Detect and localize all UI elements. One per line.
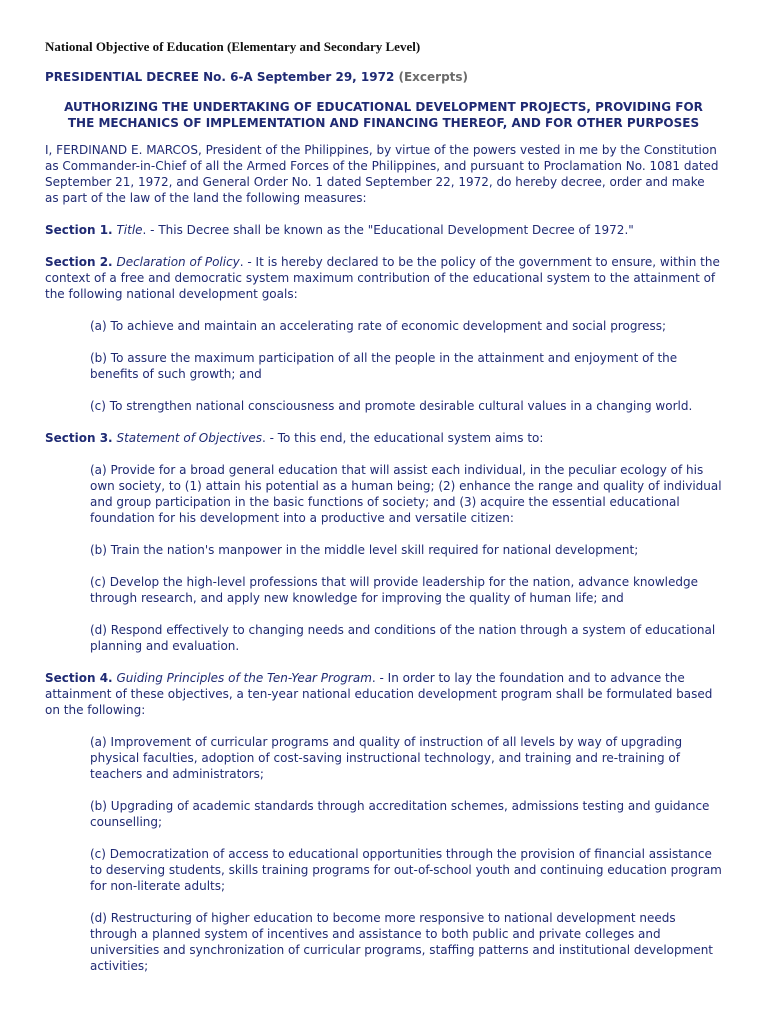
section-label: Section 1.	[45, 223, 113, 237]
section-title: Declaration of Policy	[116, 255, 240, 269]
section-label: Section 4.	[45, 671, 113, 685]
section-text: . - This Decree shall be known as the "Educational Development Decree of 1972."	[142, 223, 634, 237]
section-item: (c) To strengthen national consciousness and promote desirable cultural values in a changing world.	[90, 399, 693, 413]
section-text: . - It is hereby declared to be the policy of the government to ensure, within the context of a free and democratic system maximum contribution of the educational system to the attainment of the following national development goals:	[45, 255, 720, 301]
section-item: (d) Respond effectively to changing needs and conditions of the nation through a system of educational planning and evaluation.	[90, 623, 716, 653]
section-text: . - In order to lay the foundation and to advance the attainment of these objectives, a ten-year national education development program shall be formulated based on the following:	[45, 671, 713, 717]
section-3	[45, 430, 722, 446]
preamble: I, FERDINAND E. MARCOS, President of the Philippines, by virtue of the powers vested in me by the Constitution as Commander-in-Chief of all the Armed Forces of the Philippines, and pursuant to Proclamation No. 1081 dated September 21, 1972, and General Order No. 1 dated September 22, 1972, do hereby decree, order and make as part of the law of the land the following measures:	[45, 143, 719, 205]
excerpt-note: (Excerpts)	[398, 70, 469, 84]
section-item: (b) To assure the maximum participation of all the people in the attainment and enjoyment of the benefits of such growth; and	[90, 351, 678, 381]
section-1	[45, 222, 722, 238]
sections-container	[45, 222, 722, 974]
document-title: National Objective of Education (Elementary and Secondary Level)	[45, 39, 421, 54]
section-item: (a) To achieve and maintain an accelerating rate of economic development and social progress;	[90, 319, 667, 333]
section-item: (b) Train the nation's manpower in the middle level skill required for national development;	[90, 543, 639, 557]
section-item: (b) Upgrading of academic standards through accreditation schemes, admissions testing and guidance counselling;	[90, 799, 710, 829]
section-title: Guiding Principles of the Ten-Year Program	[116, 671, 372, 685]
section-item: (c) Democratization of access to educational opportunities through the provision of financial assistance to deserving students, skills training programs for out-of-school youth and continuing education program for non-literate adults;	[90, 847, 722, 893]
decree-number: PRESIDENTIAL DECREE No. 6-A September 29, 1972	[45, 70, 395, 84]
section-title: Statement of Objectives	[116, 431, 262, 445]
section-item: (c) Develop the high-level professions that will provide leadership for the nation, advance knowledge through research, and apply new knowledge for improving the quality of human life; and	[90, 575, 699, 605]
section-2	[45, 254, 722, 302]
section-label: Section 2.	[45, 255, 113, 269]
decree-heading: AUTHORIZING THE UNDERTAKING OF EDUCATIONAL DEVELOPMENT PROJECTS, PROVIDING FOR THE MECHANICS OF IMPLEMENTATION AND FINANCING THEREOF, AND FOR OTHER PURPOSES	[64, 100, 703, 130]
decree-line	[45, 69, 722, 85]
section-item: (a) Provide for a broad general education that will assist each individual, in the peculiar ecology of his own society, to (1) attain his potential as a human being; (2) enhance the range and quality of individual and group participation in the basic functions of society; and (3) acquire the essential educational foundation for his development into a productive and versatile citizen:	[90, 463, 722, 525]
section-4	[45, 670, 722, 718]
section-text: . - To this end, the educational system aims to:	[261, 431, 544, 445]
section-item: (a) Improvement of curricular programs and quality of instruction of all levels by way of upgrading physical faculties, adoption of cost-saving instructional technology, and training and re-training of teachers and administrators;	[90, 735, 683, 781]
section-item: (d) Restructuring of higher education to become more responsive to national development needs through a planned system of incentives and assistance to both public and private colleges and universities and synchronization of curricular programs, staffing patterns and institutional development activities;	[90, 911, 713, 973]
section-label: Section 3.	[45, 431, 113, 445]
section-title: Title	[116, 223, 143, 237]
